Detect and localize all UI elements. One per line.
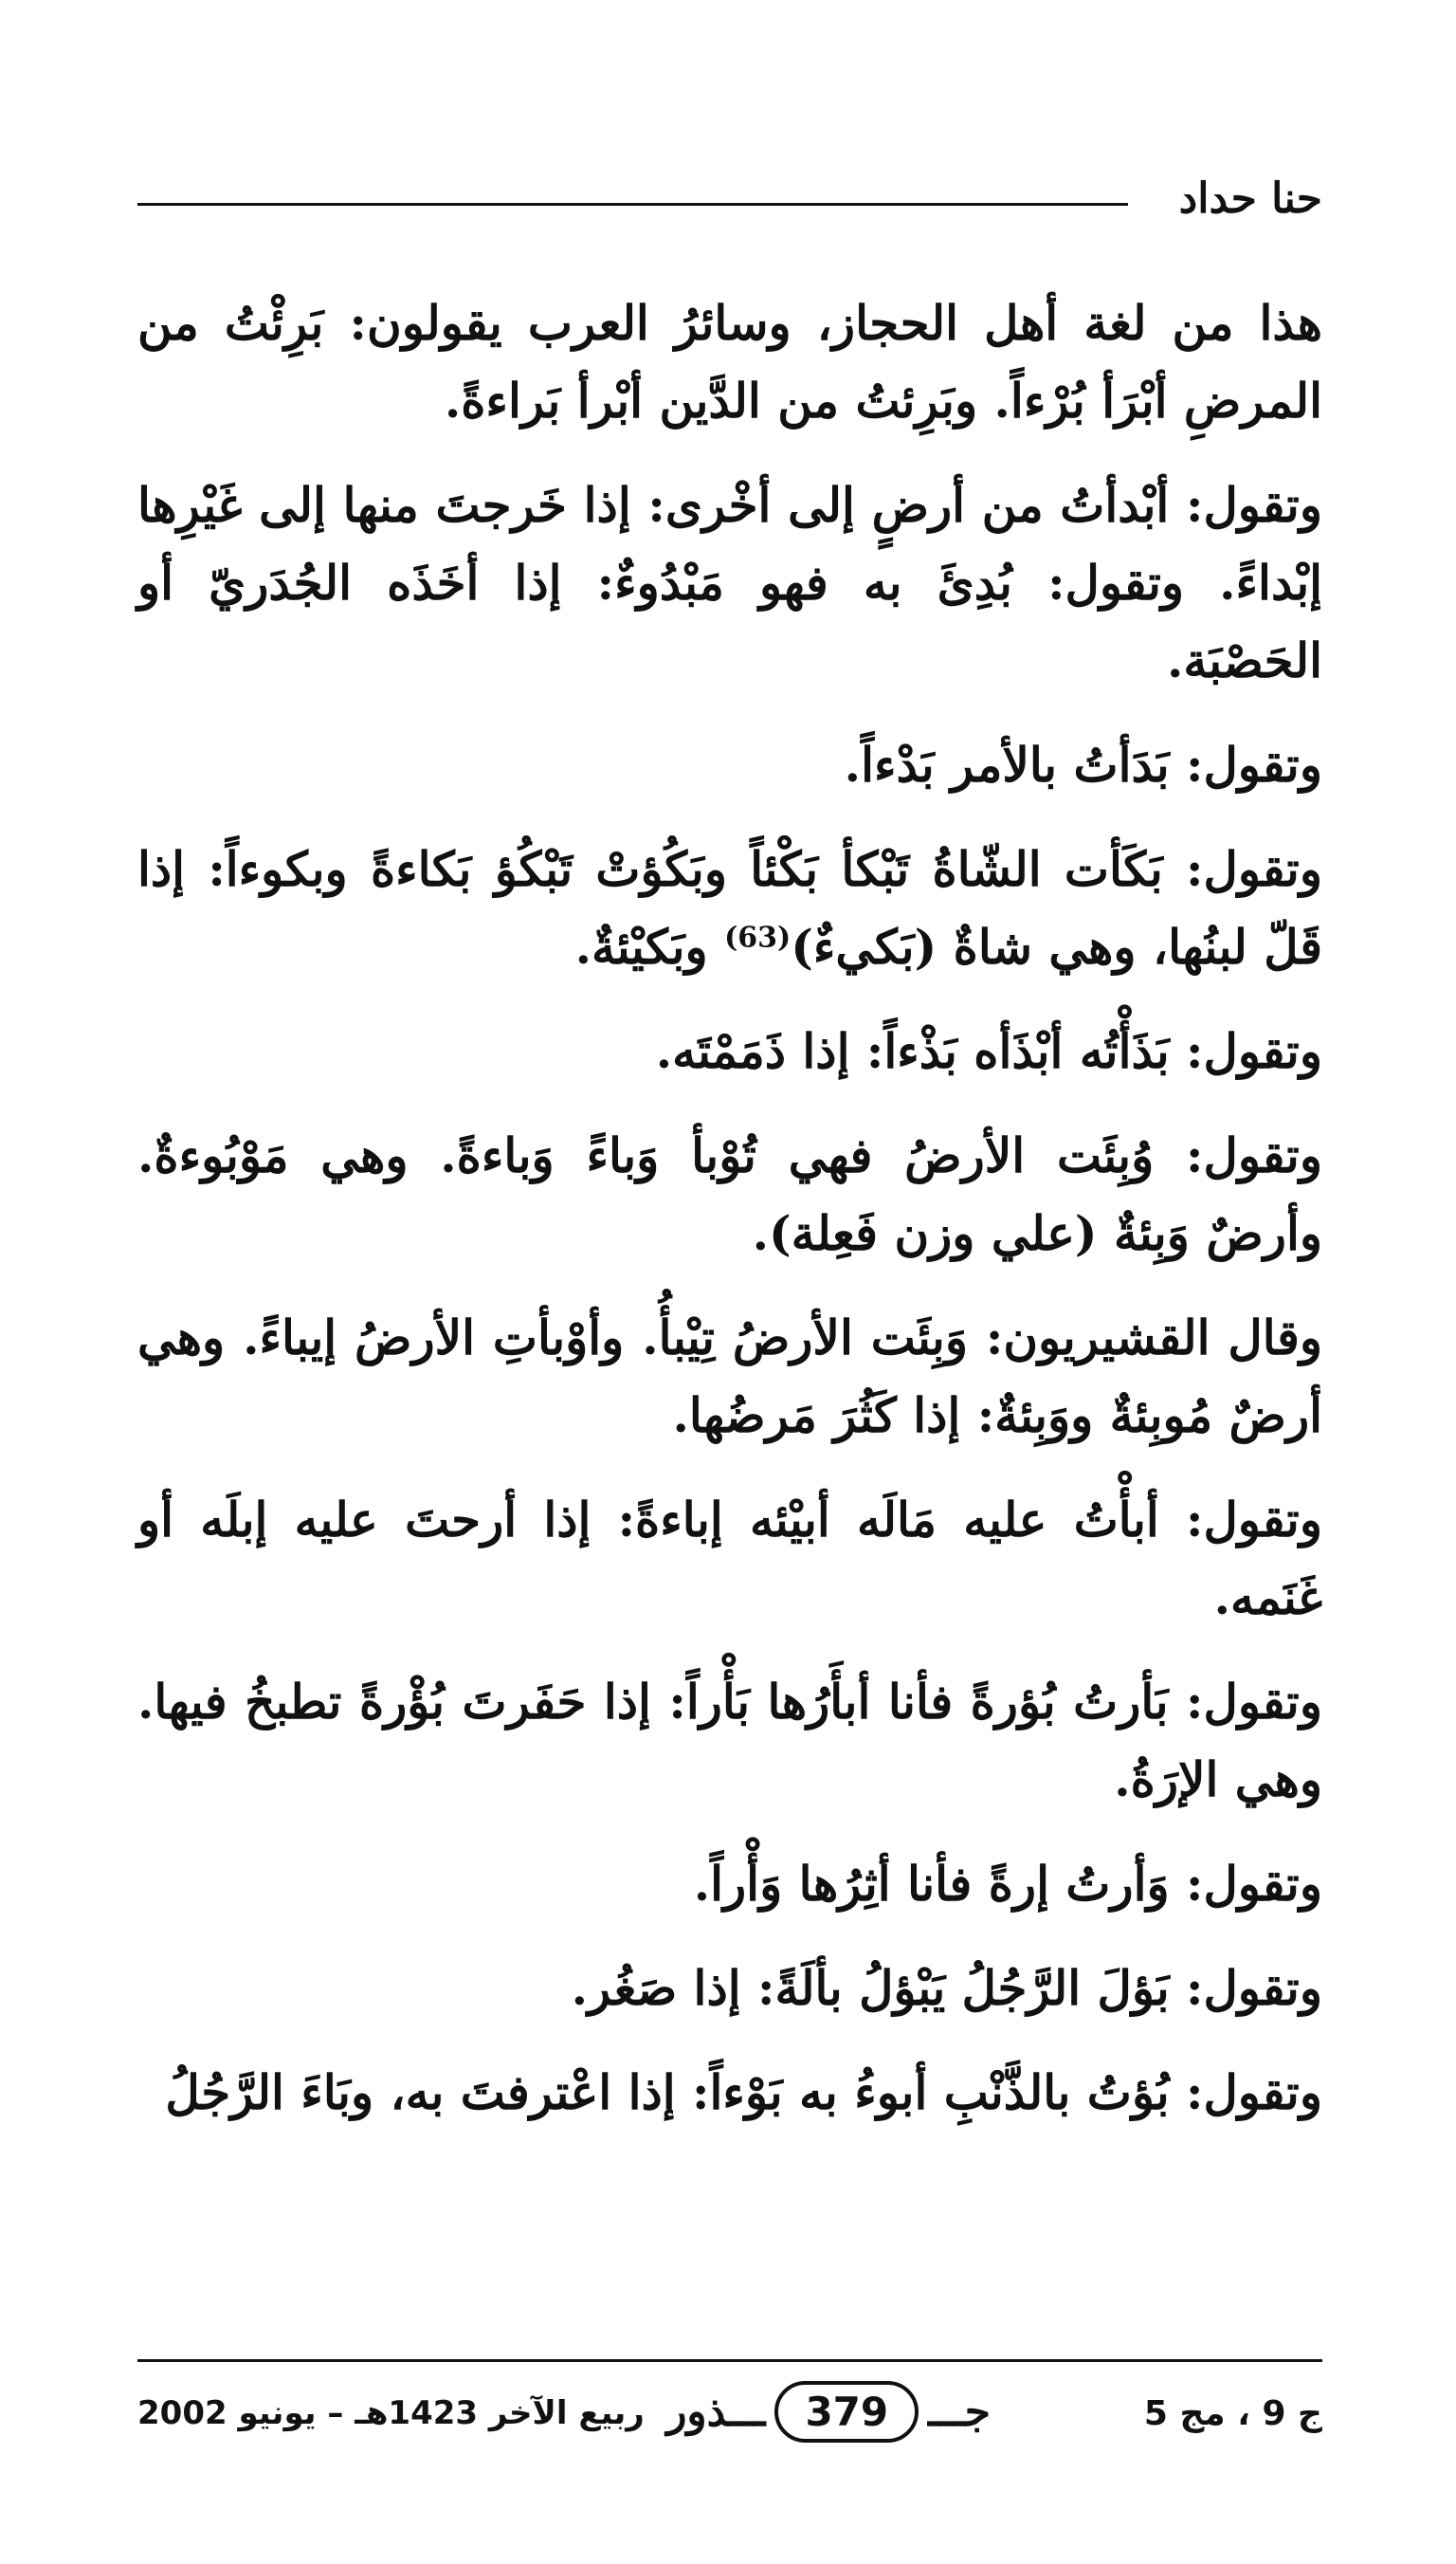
paragraph: وتقول: بَذَأْتُه أبْذَأه بَذْءاً: إذا ذَمَمْتَه. [655, 1023, 1322, 1079]
paragraph [137, 831, 1322, 986]
running-header [137, 171, 1322, 228]
paragraph: وتقول: أبْدأتُ من أرضٍ إلى أخْرى: إذا خَرجتَ منها إلى غَيْرِها إبْداءً. وتقول: بُدِئَ به فهو مَبْدُوءٌ: إذا أخَذَه الجُدَريّ أو الحَصْبَة. [137, 477, 1322, 688]
header-rule [137, 203, 1128, 206]
page-footer [137, 2375, 1322, 2461]
paragraph-text: وتقول: بَكَأت الشّاةُ تَبْكأ بَكْئاً وبَكُؤتْ تَبْكُؤ بَكاءةً وبكوءاً: إذا قَلّ لبنُها، وهي شاةٌ (بَكيءٌ) [137, 841, 1322, 975]
body-text [137, 284, 1322, 2132]
journal-title-left: جـــ [928, 2388, 991, 2436]
paragraph: وتقول: بَؤلَ الرَّجُلُ يَبْؤلُ بألَةً: إذا صَغُر. [571, 1960, 1322, 2016]
journal-title [666, 2381, 991, 2443]
issue-date: ربيع الآخر 1423هـ – يونيو 2002 [137, 2394, 645, 2432]
paragraph: وقال القشيريون: وَبِئَت الأرضُ تِيْبأُ. وأوْبأتِ الأرضُ إيباءً. وهي أرضٌ مُوبِئةٌ ووَبِئةٌ: إذا كَثُرَ مَرضُها. [137, 1309, 1322, 1443]
author-name: حنا حداد [1178, 174, 1322, 223]
paragraph: وتقول: بُؤتُ بالذَّنْبِ أبوءُ به بَوْءاً: إذا اعْترفتَ به، وبَاءَ الرَّجُلُ [165, 2064, 1322, 2120]
paragraph: وتقول: وَأرتُ إرةً فأنا أثِرُها وَأْراً. [693, 1856, 1322, 1912]
paragraph: وتقول: بَأرتُ بُؤرةً فأنا أبأَرُها بَأْراً: إذا حَفَرتَ بُؤْرةً تطبخُ فيها. وهي الإرَةُ. [137, 1674, 1322, 1807]
paragraph: وتقول: وُبِئَت الأرضُ فهي تُوْبأ وَباءً وَباءةً. وهي مَوْبُوءةٌ. وأرضٌ وَبِئةٌ (علي وزن فَعِلة). [137, 1127, 1322, 1261]
footer-rule [137, 2359, 1322, 2362]
page-number: 379 [774, 2381, 919, 2443]
paragraph: وتقول: بَدَأتُ بالأمر بَدْءاً. [844, 737, 1322, 793]
paragraph-text: وبَكيْئةٌ. [574, 919, 725, 975]
paragraph: وتقول: أبأْتُ عليه مَالَه أبيْئه إباءةً: إذا أرحتَ عليه إبلَه أو غَنَمه. [137, 1492, 1322, 1625]
journal-title-right: ـــذور [666, 2388, 766, 2436]
footnote-reference[interactable]: (63) [724, 921, 792, 955]
paragraph: هذا من لغة أهل الحجاز، وسائرُ العرب يقولون: بَرِئْتُ من المرضِ أبْرَأ بُرْءاً. وبَرِئتُ من الدَّين أبْرأ بَراءةً. [137, 295, 1322, 429]
volume-issue: ج 9 ، مج 5 [1143, 2394, 1322, 2433]
